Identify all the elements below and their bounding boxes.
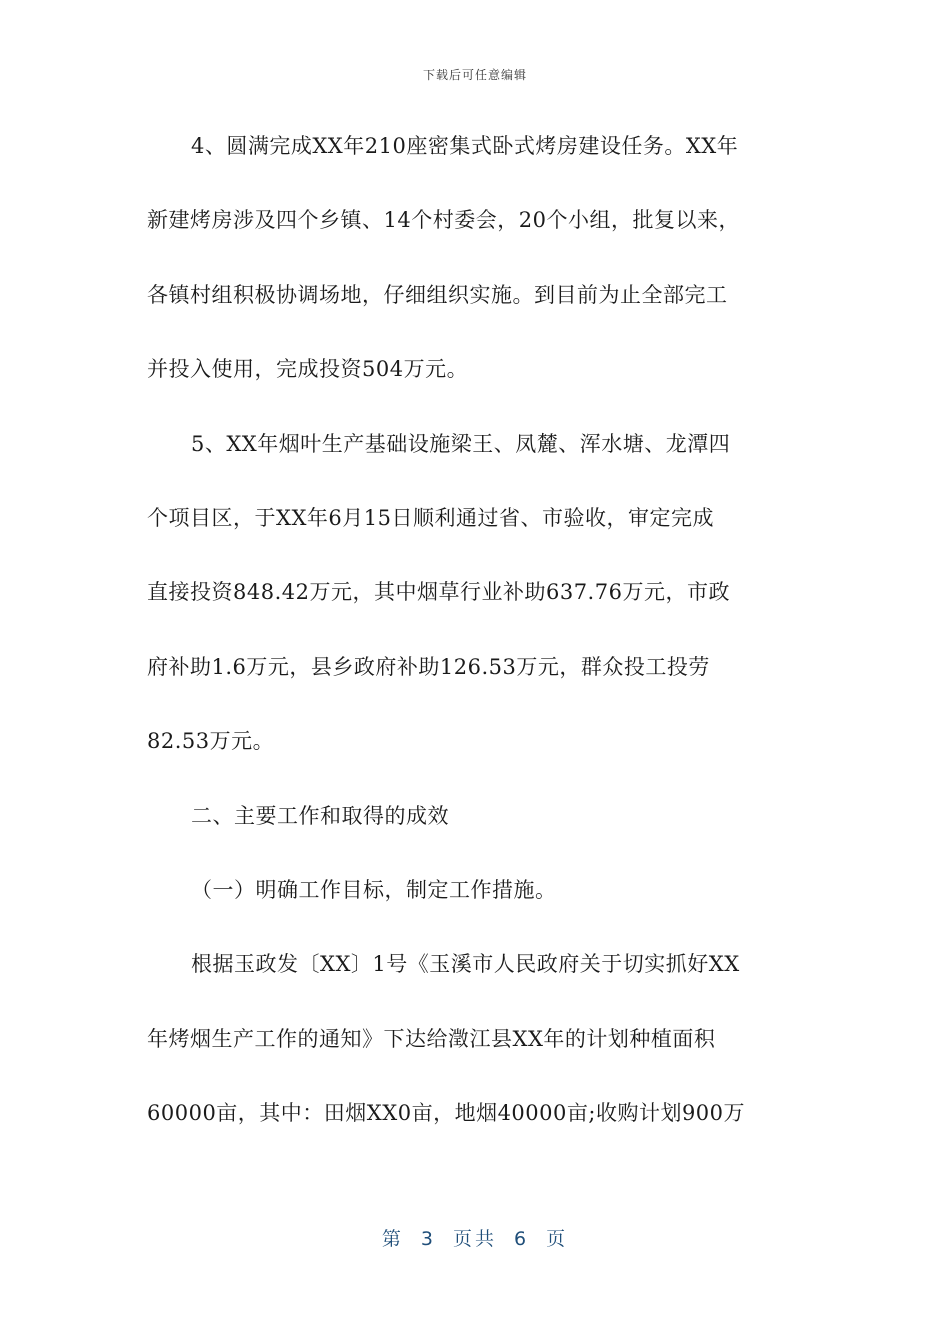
paragraph-item-5 xyxy=(147,407,792,779)
text-line: 根据玉政发〔XX〕1号《玉溪市人民政府关于切实抓好XX xyxy=(191,952,740,977)
text-line: 直接投资848.42万元，其中烟草行业补助637.76万元，市政 xyxy=(147,580,730,605)
subsection-heading xyxy=(147,853,792,927)
text-line: 5、XX年烟叶生产基础设施梁王、凤麓、浑水塘、龙潭四 xyxy=(191,431,731,456)
text-line: 个项目区，于XX年6月15日顺利通过省、市验收，审定完成 xyxy=(147,505,714,530)
section-heading xyxy=(147,779,792,853)
text-line: 4、圆满完成XX年210座密集式卧式烤房建设任务。XX年 xyxy=(191,134,739,158)
text-line: 新建烤房涉及四个乡镇、14个村委会，20个小组，批复以来， xyxy=(147,208,740,233)
document-body xyxy=(147,109,792,1150)
text-line: 60000亩，其中：田烟XX0亩，地烟40000亩;收购计划900万 xyxy=(147,1101,746,1126)
text-line: 二、主要工作和取得的成效 xyxy=(191,803,449,828)
page-number-footer: 第 3 页共 6 页 xyxy=(381,1228,569,1250)
text-line: 年烤烟生产工作的通知》下达给澂江县XX年的计划种植面积 xyxy=(147,1026,716,1051)
text-line: 并投入使用，完成投资504万元。 xyxy=(147,357,469,382)
text-line: （一）明确工作目标，制定工作措施。 xyxy=(191,877,557,902)
paragraph-basis xyxy=(147,927,792,1150)
text-line: 82.53万元。 xyxy=(147,729,275,754)
text-line: 府补助1.6万元，县乡政府补助126.53万元，群众投工投劳 xyxy=(147,654,710,679)
paragraph-item-4 xyxy=(147,109,792,407)
header-note: 下载后可任意编辑 xyxy=(422,68,527,82)
text-line: 各镇村组积极协调场地，仔细组织实施。到目前为止全部完工 xyxy=(147,282,728,307)
